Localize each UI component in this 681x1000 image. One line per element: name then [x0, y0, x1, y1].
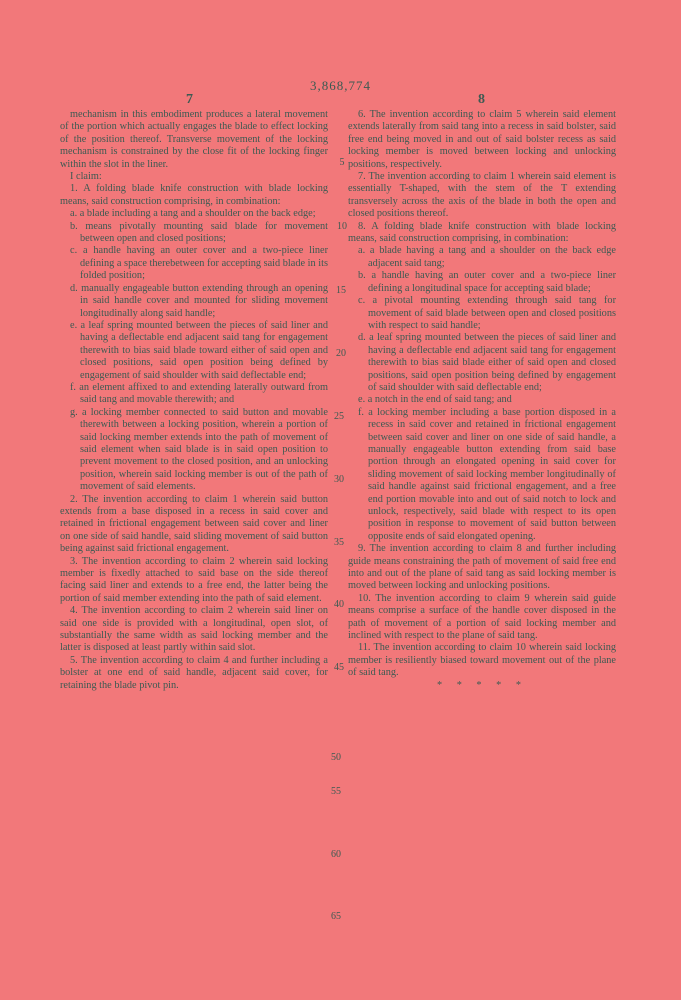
- line-number: 5: [339, 157, 345, 168]
- line-number: 55: [331, 786, 341, 797]
- paragraph: 9. The invention according to claim 8 and further including guide means constraining the path of movement of said free end into and out of the plane of said tang as said locking member is moved between locking and unlocking positions.: [348, 543, 616, 592]
- paragraph: 10. The invention according to claim 9 wherein said guide means comprise a surface of the handle cover disposed in the path of movement of a portion of said locking member and inclined with respect to the plane of said tang.: [348, 592, 616, 642]
- left-column-number: 7: [186, 92, 193, 107]
- paragraph: mechanism in this embodiment produces a lateral movement of the portion which actually engages the blade to effect locking of the position thereof. Transverse movement of the locking mechanism is constrained by the close fit of the locking finger within the slot in the liner.: [60, 109, 328, 170]
- paragraph: b. a handle having an outer cover and a two-piece liner defining a longitudinal space for accepting said blade;: [358, 270, 616, 294]
- paragraph: e. a leaf spring mounted between the pieces of said liner and having a deflectable end adjacent said tang for engagement therewith to bias said blade toward either of said open and closed positions, said open position being defined by engagement of said shoulder with said deflectable end;: [70, 319, 328, 381]
- end-marker: * * * * *: [436, 679, 528, 691]
- line-number: 45: [334, 662, 344, 673]
- paragraph: f. an element affixed to and extending laterally outward from said tang and movable therewith; and: [70, 381, 328, 406]
- paragraph: 1. A folding blade knife construction with blade locking means, said construction comprising, in combination:: [60, 183, 328, 207]
- paragraph: c. a pivotal mounting extending through said tang for movement of said blade between open and closed positions with respect to said handle;: [358, 295, 616, 331]
- right-column-number: 8: [478, 92, 485, 107]
- paragraph: 3. The invention according to claim 2 wherein said locking member is fixedly attached to said base on the side thereof facing said liner and extends to a free end, the latter being the portion of said member extending into the path of said element.: [60, 555, 328, 604]
- paragraph: e. a notch in the end of said tang; and: [358, 394, 512, 406]
- paragraph: d. manually engageable button extending through an opening in said handle cover and mounted for sliding movement longitudinally along said handle;: [70, 282, 328, 319]
- paragraph: f. a locking member including a base portion disposed in a recess in said cover and retained in frictional engagement between said cover and liner on one side of said handle, a manually engageable button extending from said base portion through an elongated opening in said cover for sliding movement of said locking member longitudinally of said handle against said frictional engagement, and a free end portion movable into and out of said notch to lock and unlock, respectively, said blade with respect to its open position in response to movement of said button between opposite ends of said elongated opening.: [358, 406, 616, 542]
- paragraph: 8. A folding blade knife construction with blade locking means, said construction comprising, in combination:: [348, 220, 616, 245]
- paragraph: 4. The invention according to claim 2 wherein said liner on said one side is provided with a longitudinal, open slot, of substantially the same width as said locking member and the latter is disposed at least partly within said slot.: [60, 605, 328, 654]
- left-column: [60, 109, 328, 692]
- paragraph: a. a blade including a tang and a shoulder on the back edge;: [70, 208, 316, 220]
- line-number: 20: [336, 348, 346, 359]
- paragraph: d. a leaf spring mounted between the pieces of said liner and having a deflectable end adjacent said tang for engagement therewith to bias said blade either of said open and closed positions, said open position being defined by engagement of said shoulder with said deflectable end;: [358, 332, 616, 393]
- line-number: 60: [331, 849, 341, 860]
- paragraph: g. a locking member connected to said button and movable therewith between a locking position, wherein a portion of said locking member extends into the path of movement of said element when said blade is in said open position to prevent movement to the closed position, and an unlocking position, wherein said locking member is out of the path of movement of said elements.: [70, 406, 328, 493]
- line-number: 40: [334, 599, 344, 610]
- paragraph: 5. The invention according to claim 4 and further including a bolster at one end of said handle, adjacent said cover, for retaining the blade pivot pin.: [60, 654, 328, 691]
- line-number: 10: [337, 221, 347, 232]
- line-number: 25: [334, 411, 344, 422]
- line-number: 30: [334, 474, 344, 485]
- paragraph: b. means pivotally mounting said blade for movement between open and closed positions;: [70, 220, 328, 245]
- paragraph: a. a blade having a tang and a shoulder on the back edge adjacent said tang;: [358, 245, 616, 269]
- paragraph: 2. The invention according to claim 1 wherein said button extends from a base disposed in a recess in said cover and retained in frictional engagement between said cover and liner on one side of said handle, said sliding movement of said button being against said frictional engagement.: [60, 493, 328, 555]
- paragraph: I claim:: [70, 171, 102, 183]
- line-number: 65: [331, 911, 341, 922]
- paragraph: 7. The invention according to claim 1 wherein said element is essentially T-shaped, with the stem of the T extending transversely across the axis of the blade in both the open and closed positions thereof.: [348, 171, 616, 220]
- line-number: 15: [336, 285, 346, 296]
- paragraph: 11. The invention according to claim 10 wherein said locking member is resiliently biased toward movement out of the plane of said tang.: [348, 642, 616, 679]
- line-number: 35: [334, 537, 344, 548]
- patent-number: 3,868,774: [310, 78, 371, 93]
- line-number: 50: [331, 752, 341, 763]
- paragraph: c. a handle having an outer cover and a two-piece liner defining a space therebetween for accepting said blade in its folded position;: [70, 245, 328, 282]
- right-column: [348, 109, 616, 692]
- paragraph: 6. The invention according to claim 5 wherein said element extends laterally from said tang into a recess in said bolster, said free end being moved in and out of said bolster recess as said locking member is moved between locking and unlocking positions, respectively.: [348, 109, 616, 170]
